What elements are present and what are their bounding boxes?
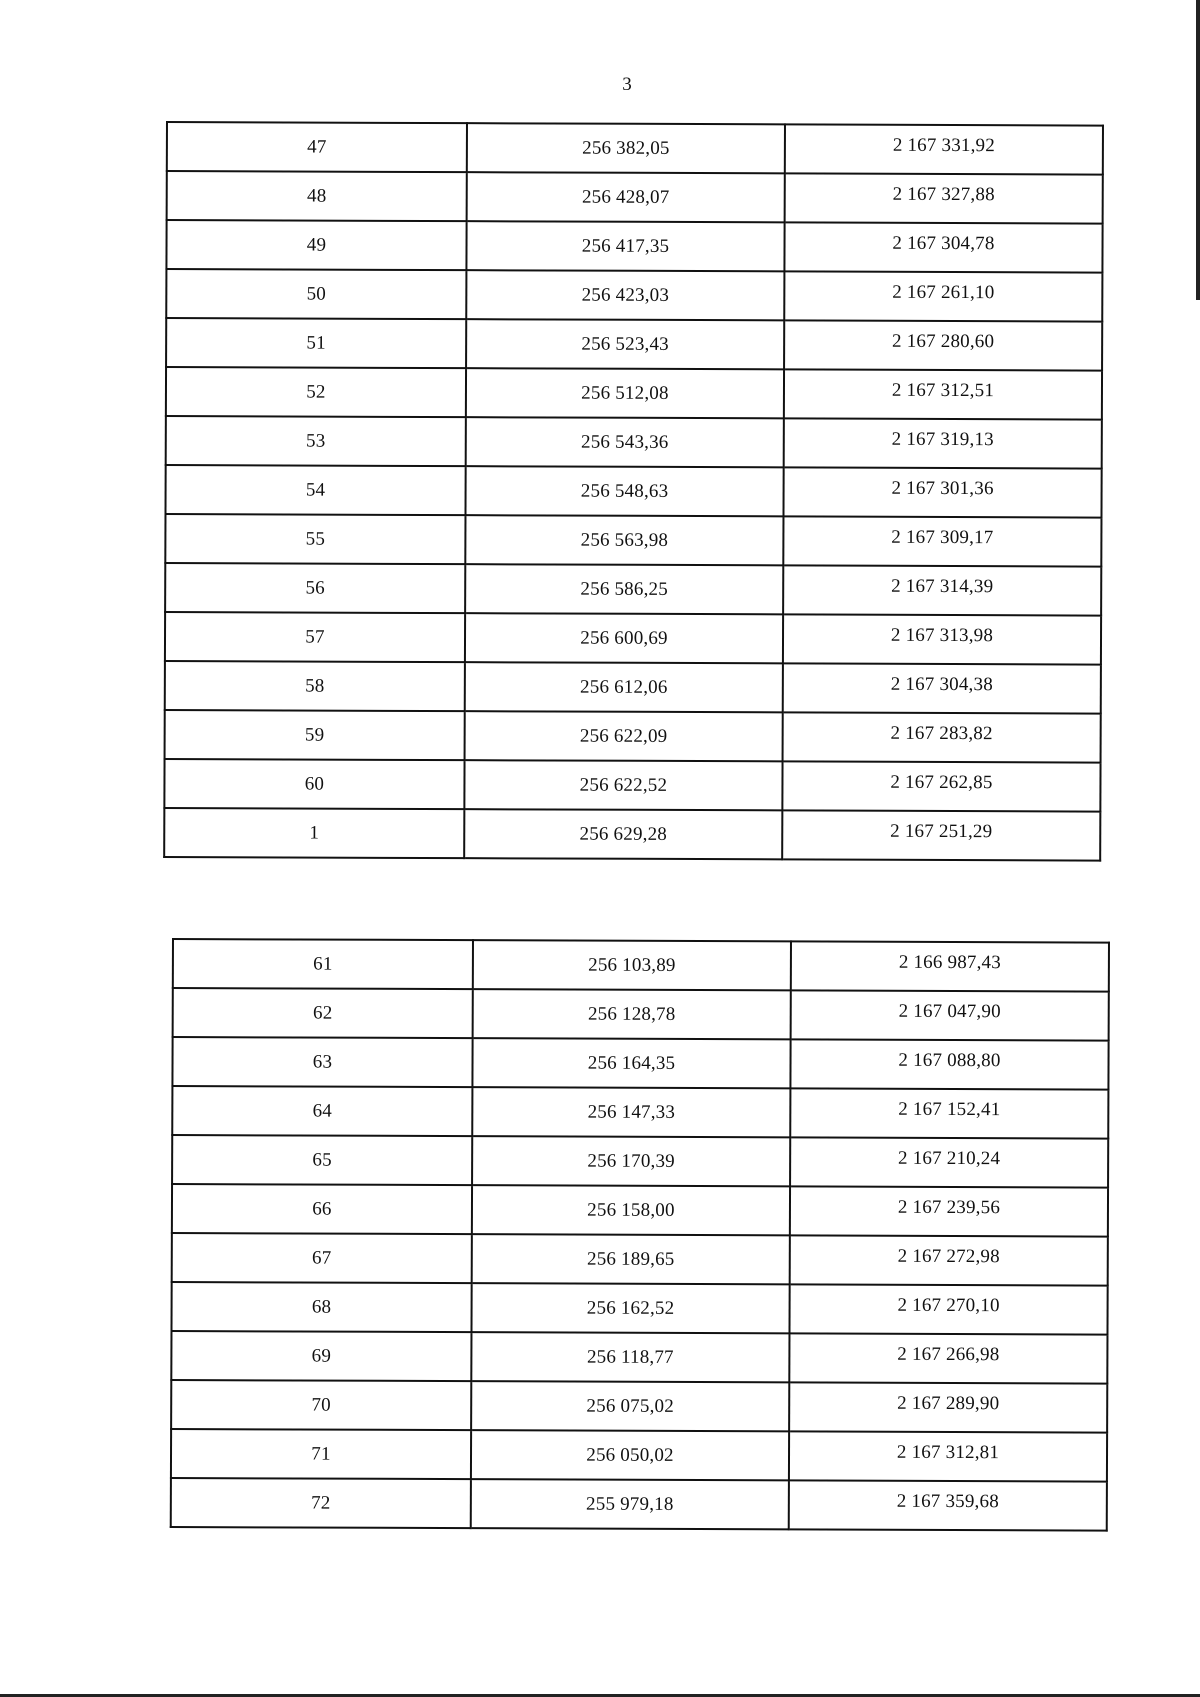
coordinates-table-1 <box>163 121 1104 862</box>
table-row <box>171 1331 1107 1384</box>
point-number-cell <box>166 220 466 270</box>
x-coordinate-cell <box>473 989 791 1039</box>
point-number-text: 66 <box>312 1198 332 1220</box>
x-coordinate-text: 256 622,52 <box>579 774 668 796</box>
x-coordinate-cell <box>467 123 785 173</box>
x-coordinate-cell <box>464 760 782 810</box>
x-coordinate-text: 256 382,05 <box>582 137 670 159</box>
x-coordinate-cell <box>472 1087 790 1137</box>
point-number-cell <box>167 171 467 221</box>
table-row <box>172 1037 1108 1090</box>
y-coordinate-text: 2 167 152,41 <box>898 1098 1001 1120</box>
y-coordinate-cell <box>783 712 1101 762</box>
point-number-cell <box>166 367 466 417</box>
y-coordinate-text: 2 167 312,51 <box>891 379 995 401</box>
y-coordinate-text: 2 166 987,43 <box>898 951 1002 973</box>
table-row <box>166 416 1102 469</box>
point-number-text: 53 <box>306 430 326 452</box>
y-coordinate-text: 2 167 301,36 <box>891 477 994 499</box>
point-number-cell <box>171 1331 471 1381</box>
point-number-text: 57 <box>305 626 325 648</box>
table-row <box>166 367 1102 420</box>
point-number-cell <box>165 563 465 613</box>
x-coordinate-text: 256 428,07 <box>581 186 670 208</box>
point-number-text: 60 <box>304 773 325 795</box>
point-number-cell <box>172 1037 472 1087</box>
y-coordinate-text: 2 167 210,24 <box>898 1147 1001 1169</box>
x-coordinate-cell <box>465 466 783 516</box>
x-coordinate-cell <box>465 515 783 565</box>
point-number-cell <box>172 1233 472 1283</box>
x-coordinate-cell <box>471 1332 789 1382</box>
x-coordinate-text: 256 162,52 <box>586 1297 675 1319</box>
x-coordinate-cell <box>466 221 784 271</box>
y-coordinate-text: 2 167 304,78 <box>892 232 995 254</box>
table-row <box>173 939 1109 992</box>
y-coordinate-cell <box>789 1480 1107 1530</box>
point-number-cell <box>167 122 467 172</box>
point-number-cell <box>166 318 466 368</box>
x-coordinate-text: 256 622,09 <box>579 725 668 747</box>
point-number-cell <box>172 1086 472 1136</box>
table-row <box>167 122 1103 175</box>
x-coordinate-text: 256 158,00 <box>587 1199 675 1221</box>
point-number-text: 62 <box>312 1002 333 1024</box>
y-coordinate-text: 2 167 283,82 <box>890 722 993 744</box>
y-coordinate-cell <box>789 1333 1107 1383</box>
y-coordinate-cell <box>790 1137 1108 1187</box>
point-number-cell <box>164 759 464 809</box>
y-coordinate-cell <box>782 761 1100 811</box>
x-coordinate-cell <box>471 1381 789 1431</box>
x-coordinate-text: 256 600,69 <box>580 627 668 649</box>
y-coordinate-text: 2 167 359,68 <box>896 1490 999 1512</box>
table-row <box>171 1282 1107 1335</box>
table-row <box>165 710 1101 763</box>
point-number-cell <box>173 939 473 989</box>
x-coordinate-text: 256 128,78 <box>587 1003 676 1025</box>
table-row <box>164 808 1100 861</box>
table-row <box>165 514 1101 567</box>
point-number-cell <box>166 269 466 319</box>
point-number-text: 55 <box>305 528 326 550</box>
point-number-cell <box>166 416 466 466</box>
x-coordinate-cell <box>466 319 784 369</box>
table-row <box>165 661 1101 714</box>
x-coordinate-text: 256 548,63 <box>580 480 669 502</box>
y-coordinate-cell <box>791 990 1109 1040</box>
y-coordinate-text: 2 167 327,88 <box>892 183 995 205</box>
x-coordinate-text: 256 543,36 <box>580 431 669 453</box>
y-coordinate-cell <box>790 1235 1108 1285</box>
y-coordinate-cell <box>783 565 1101 615</box>
table-row <box>164 759 1100 812</box>
y-coordinate-text: 2 167 261,10 <box>892 281 995 303</box>
y-coordinate-cell <box>790 1039 1108 1089</box>
x-coordinate-text: 256 423,03 <box>581 284 670 306</box>
coordinates-table-2 <box>170 938 1110 1532</box>
y-coordinate-cell <box>789 1431 1107 1481</box>
table-row <box>171 1478 1107 1531</box>
y-coordinate-cell <box>785 124 1103 174</box>
point-number-text: 63 <box>312 1051 333 1073</box>
x-coordinate-text: 256 512,08 <box>581 382 669 404</box>
y-coordinate-cell <box>782 810 1100 860</box>
point-number-text: 71 <box>311 1443 331 1465</box>
x-coordinate-text: 256 612,06 <box>580 676 668 698</box>
point-number-cell <box>172 1135 472 1185</box>
x-coordinate-cell <box>467 172 785 222</box>
point-number-cell <box>171 1380 471 1430</box>
y-coordinate-cell <box>791 941 1109 991</box>
table-row <box>172 1086 1108 1139</box>
point-number-cell <box>173 988 473 1038</box>
table-row <box>173 988 1109 1041</box>
point-number-cell <box>165 710 465 760</box>
y-coordinate-cell <box>783 516 1101 566</box>
y-coordinate-text: 2 167 304,38 <box>890 673 993 695</box>
x-coordinate-cell <box>471 1479 789 1529</box>
point-number-text: 1 <box>309 822 320 844</box>
y-coordinate-text: 2 167 047,90 <box>898 1000 1001 1022</box>
y-coordinate-cell <box>789 1382 1107 1432</box>
y-coordinate-text: 2 167 313,98 <box>890 624 994 646</box>
x-coordinate-cell <box>473 940 791 990</box>
point-number-text: 50 <box>306 283 327 305</box>
table-row <box>172 1184 1108 1237</box>
x-coordinate-text: 256 147,33 <box>587 1101 676 1123</box>
point-number-text: 64 <box>312 1100 333 1122</box>
y-coordinate-text: 2 167 314,39 <box>891 575 994 597</box>
x-coordinate-text: 255 979,18 <box>586 1493 674 1515</box>
x-coordinate-text: 256 523,43 <box>581 333 669 355</box>
x-coordinate-cell <box>466 368 784 418</box>
y-coordinate-text: 2 167 239,56 <box>897 1196 1001 1218</box>
y-coordinate-cell <box>790 1186 1108 1236</box>
point-number-text: 49 <box>306 234 327 256</box>
x-coordinate-text: 256 164,35 <box>587 1052 676 1074</box>
page-number: 3 <box>622 74 632 95</box>
point-number-text: 69 <box>311 1345 332 1367</box>
point-number-text: 51 <box>306 332 326 354</box>
table-row <box>165 563 1101 616</box>
table-row <box>172 1233 1108 1286</box>
point-number-cell <box>165 465 465 515</box>
table-row <box>166 318 1102 371</box>
point-number-text: 65 <box>312 1149 332 1171</box>
y-coordinate-cell <box>784 271 1102 321</box>
y-coordinate-text: 2 167 309,17 <box>891 526 994 548</box>
table-row <box>172 1135 1108 1188</box>
point-number-cell <box>171 1282 471 1332</box>
x-coordinate-text: 256 563,98 <box>580 529 669 551</box>
x-coordinate-text: 256 417,35 <box>581 235 670 257</box>
y-coordinate-text: 2 167 262,85 <box>890 771 993 793</box>
y-coordinate-cell <box>789 1284 1107 1334</box>
point-number-cell <box>165 514 465 564</box>
y-coordinate-cell <box>783 663 1101 713</box>
point-number-text: 54 <box>305 479 326 501</box>
x-coordinate-text: 256 075,02 <box>586 1395 674 1417</box>
y-coordinate-text: 2 167 272,98 <box>897 1245 1000 1267</box>
point-number-cell <box>165 661 465 711</box>
table-row <box>171 1380 1107 1433</box>
y-coordinate-cell <box>784 418 1102 468</box>
table-row <box>165 465 1101 518</box>
x-coordinate-text: 256 170,39 <box>587 1150 675 1172</box>
table-row <box>166 220 1102 273</box>
x-coordinate-text: 256 103,89 <box>588 954 676 976</box>
x-coordinate-text: 256 586,25 <box>580 578 668 600</box>
point-number-text: 47 <box>307 136 327 158</box>
y-coordinate-cell <box>783 467 1101 517</box>
x-coordinate-cell <box>471 1430 789 1480</box>
x-coordinate-cell <box>471 1283 789 1333</box>
y-coordinate-cell <box>784 222 1102 272</box>
scan-edge-right <box>1196 0 1200 300</box>
y-coordinate-cell <box>790 1088 1108 1138</box>
y-coordinate-cell <box>784 369 1102 419</box>
point-number-text: 48 <box>306 185 327 207</box>
point-number-text: 72 <box>311 1492 331 1514</box>
point-number-text: 61 <box>313 953 333 975</box>
x-coordinate-cell <box>472 1185 790 1235</box>
x-coordinate-cell <box>472 1136 790 1186</box>
x-coordinate-cell <box>472 1038 790 1088</box>
x-coordinate-cell <box>465 711 783 761</box>
point-number-text: 52 <box>306 381 326 403</box>
y-coordinate-text: 2 167 319,13 <box>891 428 994 450</box>
y-coordinate-cell <box>783 614 1101 664</box>
x-coordinate-text: 256 629,28 <box>579 823 668 845</box>
x-coordinate-text: 256 189,65 <box>586 1248 675 1270</box>
y-coordinate-text: 2 167 312,81 <box>896 1441 1000 1463</box>
point-number-text: 58 <box>305 675 325 697</box>
y-coordinate-text: 2 167 088,80 <box>898 1049 1001 1071</box>
table-row <box>165 612 1101 665</box>
x-coordinate-cell <box>472 1234 790 1284</box>
y-coordinate-text: 2 167 331,92 <box>892 134 996 156</box>
x-coordinate-cell <box>465 662 783 712</box>
point-number-cell <box>171 1478 471 1528</box>
point-number-text: 70 <box>311 1394 331 1416</box>
y-coordinate-text: 2 167 280,60 <box>892 330 995 352</box>
x-coordinate-cell <box>466 270 784 320</box>
point-number-cell <box>164 808 464 858</box>
x-coordinate-text: 256 050,02 <box>586 1444 674 1466</box>
point-number-cell <box>172 1184 472 1234</box>
y-coordinate-cell <box>784 320 1102 370</box>
point-number-text: 59 <box>304 724 325 746</box>
table-row <box>167 171 1103 224</box>
x-coordinate-text: 256 118,77 <box>586 1346 674 1368</box>
table-row <box>166 269 1102 322</box>
y-coordinate-text: 2 167 289,90 <box>897 1392 1000 1414</box>
x-coordinate-cell <box>465 613 783 663</box>
x-coordinate-cell <box>465 564 783 614</box>
point-number-text: 67 <box>312 1247 332 1269</box>
y-coordinate-text: 2 167 251,29 <box>890 820 993 842</box>
x-coordinate-cell <box>464 809 782 859</box>
y-coordinate-text: 2 167 266,98 <box>897 1343 1000 1365</box>
point-number-text: 56 <box>305 577 325 599</box>
table-row <box>171 1429 1107 1482</box>
x-coordinate-cell <box>466 417 784 467</box>
y-coordinate-cell <box>785 173 1103 223</box>
y-coordinate-text: 2 167 270,10 <box>897 1294 1000 1316</box>
point-number-text: 68 <box>311 1296 332 1318</box>
point-number-cell <box>171 1429 471 1479</box>
point-number-cell <box>165 612 465 662</box>
